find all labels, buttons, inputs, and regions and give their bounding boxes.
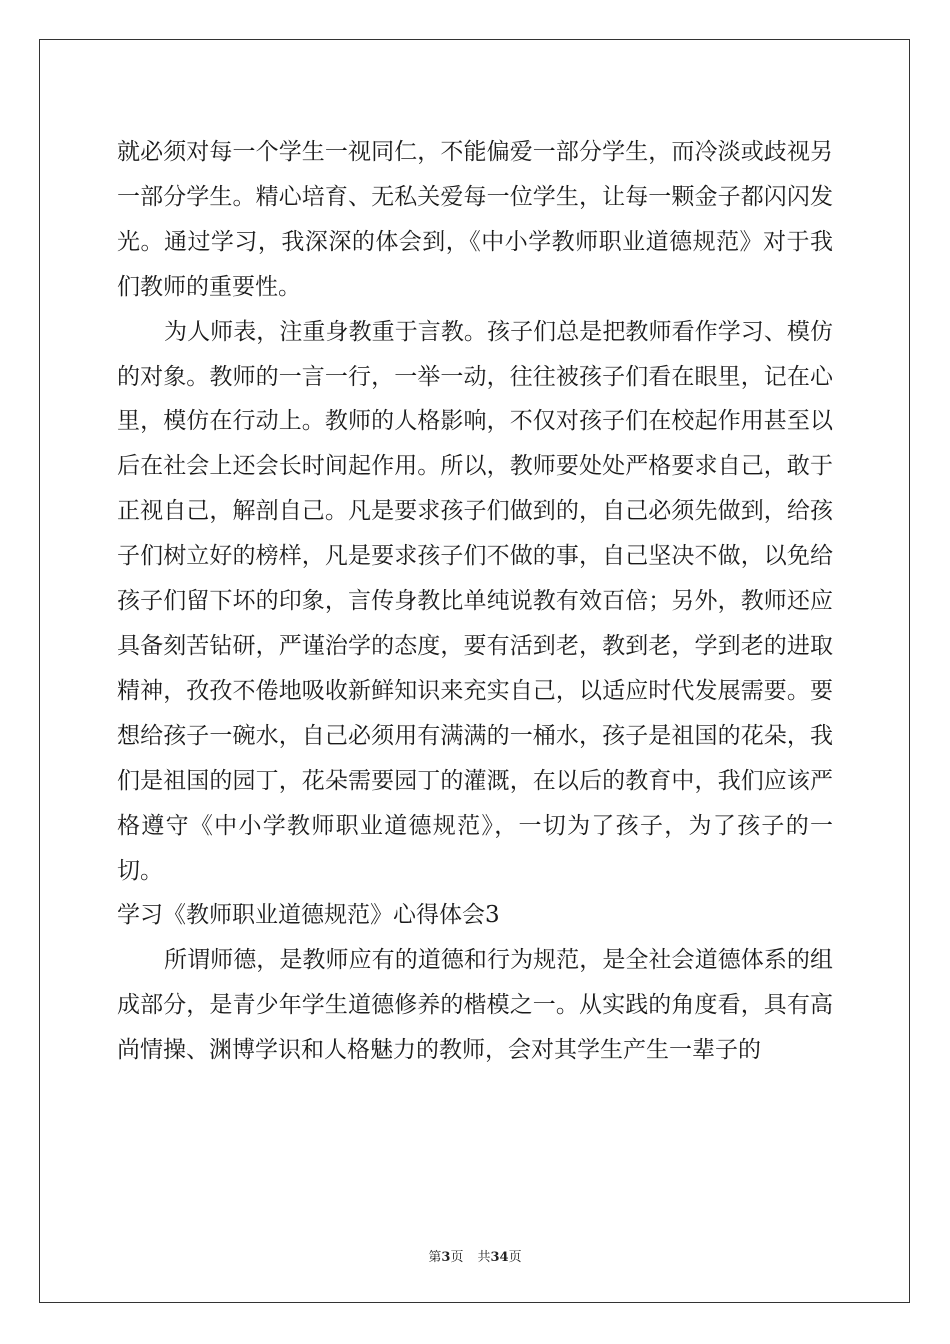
page-prefix: 第 [428, 1250, 442, 1265]
page-suffix: 页 [450, 1250, 464, 1265]
section-heading: 学习《教师职业道德规范》心得体会3 [117, 902, 500, 929]
paragraph-role-model: 为人师表，注重身教重于言教。孩子们总是把教师看作学习、模仿的对象。教师的一言一行，一举一动，往往被孩子们看在眼里，记在心里，模仿在行动上。教师的人格影响，不仅对孩子们在校起作用甚至以后在社会上还会长时间起作用。所以，教师要处处严格要求自己，敢于正视自己，解剖自己。凡是要求孩子们做到的，自己必须先做到，给孩子们树立好的榜样，凡是要求孩子们不做的事，自己坚决不做，以免给孩子们留下坏的印象，言传身教比单纯说教有效百倍；另外，教师还应具备刻苦钻研，严谨治学的态度，要有活到老，教到老，学到老的进取精神，孜孜不倦地吸收新鲜知识来充实自己，以适应时代发展需要。要想给孩子一碗水，自己必须用有满满的一桶水，孩子是祖国的花朵，我们是祖国的园丁，花朵需要园丁的灌溉，在以后的教育中，我们应该严格遵守《中小学教师职业道德规范》，一切为了孩子，为了孩子的一切。 [117, 318, 833, 884]
document-body [117, 130, 833, 1073]
page-footer [0, 1246, 950, 1265]
total-suffix: 页 [508, 1250, 522, 1265]
paragraph-virtue: 所谓师德，是教师应有的道德和行为规范，是全社会道德体系的组成部分，是青少年学生道德修养的楷模之一。从实践的角度看，具有高尚情操、渊博学识和人格魅力的教师，会对其学生产生一辈子的 [117, 947, 833, 1064]
page-total: 34 [490, 1250, 509, 1265]
total-prefix: 共 [477, 1250, 491, 1265]
paragraph-continuation: 就必须对每一个学生一视同仁，不能偏爱一部分学生，而冷淡或歧视另一部分学生。精心培育、无私关爱每一位学生，让每一颗金子都闪闪发光。通过学习，我深深的体会到，《中小学教师职业道德规范》对于我们教师的重要性。 [117, 139, 833, 300]
page-current: 3 [441, 1250, 451, 1265]
